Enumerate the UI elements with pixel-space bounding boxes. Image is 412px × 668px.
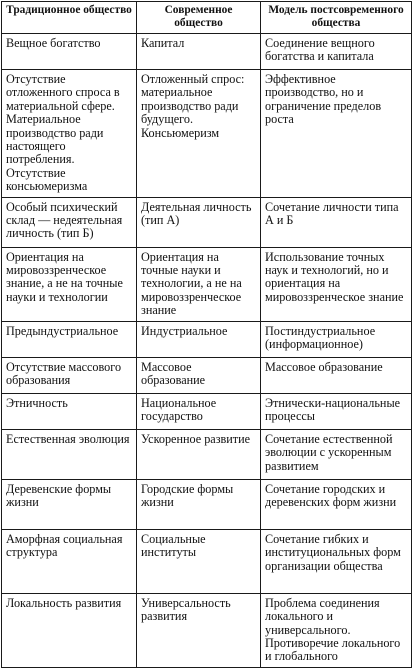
table-row [2, 393, 412, 429]
header-postmodern-model: Модель постсовременного общества [261, 2, 412, 34]
table-cell-traditional: Предындустриальное [2, 321, 137, 357]
table-header [2, 2, 412, 34]
table-cell-postmodern: Сочетание городских и деревенских форм жизни [261, 479, 412, 529]
table-cell-postmodern: Соединение вещного богатства и капитала [261, 34, 412, 70]
table-cell-modern: Отложенный спрос: материальное производство ради будущего. Консьюмеризм [137, 70, 261, 198]
table-body [2, 34, 412, 668]
table-cell-modern: Деятельная личность (тип А) [137, 197, 261, 247]
table-cell-traditional: Вещное богатство [2, 34, 137, 70]
table-cell-postmodern: Сочетание личности типа А и Б [261, 197, 412, 247]
table-cell-modern: Социальные институты [137, 529, 261, 593]
table-cell-postmodern: Сочетание гибких и институциональных форм организации общества [261, 529, 412, 593]
table-cell-postmodern: Массовое образование [261, 357, 412, 393]
table-cell-traditional: Отсутствие массового образования [2, 357, 137, 393]
table-cell-traditional: Деревенские формы жизни [2, 479, 137, 529]
table-cell-postmodern: Проблема соединения локального и универсального. Противоречие локального и глобального [261, 593, 412, 667]
table-cell-modern: Городские формы жизни [137, 479, 261, 529]
header-traditional-society: Традиционное общество [2, 2, 137, 34]
table-cell-traditional: Этничность [2, 393, 137, 429]
table-cell-modern: Ориентация на точные науки и технологии, а не на мировоззренческое знание [137, 247, 261, 321]
table-row [2, 429, 412, 479]
table-row [2, 321, 412, 357]
comparison-table [1, 1, 412, 668]
table-cell-postmodern: Эффективное производство, но и ограничение пределов роста [261, 70, 412, 198]
table-row [2, 70, 412, 198]
table-cell-postmodern: Постиндустриальное (информационное) [261, 321, 412, 357]
table-cell-traditional: Локальность развития [2, 593, 137, 667]
table-row [2, 529, 412, 593]
table-cell-modern: Национальное государство [137, 393, 261, 429]
table-cell-modern: Массовое образование [137, 357, 261, 393]
table-cell-postmodern: Использование точных наук и технологий, но и ориентация на мировоззренческое знание [261, 247, 412, 321]
table-cell-postmodern: Сочетание естественной эволюции с ускоренным развитием [261, 429, 412, 479]
table-row [2, 247, 412, 321]
table-cell-modern: Ускоренное развитие [137, 429, 261, 479]
header-row [2, 2, 412, 34]
table-row [2, 357, 412, 393]
table-cell-traditional: Отсутствие отложенного спроса в материальной сфере. Материальное производство ради настоящего потребления. Отсутствие консьюмеризма [2, 70, 137, 198]
table-cell-traditional: Аморфная социальная структура [2, 529, 137, 593]
table-cell-modern: Универсальность развития [137, 593, 261, 667]
table-cell-modern: Капитал [137, 34, 261, 70]
table-cell-modern: Индустриальное [137, 321, 261, 357]
table-cell-traditional: Особый психический склад — недеятельная личность (тип Б) [2, 197, 137, 247]
header-modern-society: Современное общество [137, 2, 261, 34]
table-row [2, 197, 412, 247]
table-row [2, 34, 412, 70]
table-row [2, 479, 412, 529]
table-cell-traditional: Ориентация на мировоззренческое знание, а не на точные науки и технологии [2, 247, 137, 321]
table-cell-traditional: Естественная эволюция [2, 429, 137, 479]
table-cell-postmodern: Этнически-национальные процессы [261, 393, 412, 429]
table-row [2, 593, 412, 667]
